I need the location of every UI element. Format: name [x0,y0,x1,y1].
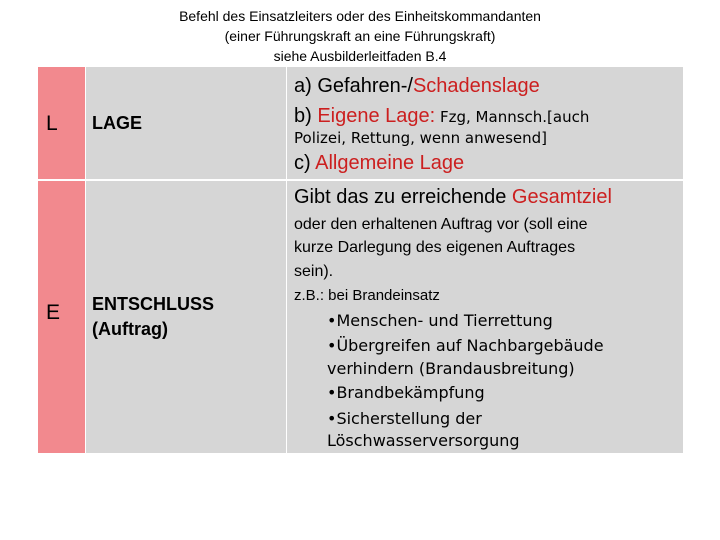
row-l-letter-cell [38,67,85,179]
bullet-item-continuation: Löschwasserversorgung [327,431,520,450]
row-e-letter-cell [38,181,85,453]
row-e-label-line-1: ENTSCHLUSS [92,294,215,314]
row-e-label-line-2: (Auftrag) [92,319,168,339]
lage-item-b: b) Eigene Lage: Fzg, Mannsch.[auch [294,105,590,127]
entschluss-desc-1: oder den erhaltenen Auftrag vor (soll eine [294,216,588,233]
bullet-item: •Brandbekämpfung [327,383,485,402]
header-line-1: Befehl des Einsatzleiters oder des Einheitskommandanten [179,8,541,24]
entschluss-desc-2: kurze Darlegung des eigenen Auftrages [294,239,576,256]
row-e-label-cell [86,181,286,453]
header-line-2: (einer Führungskraft an eine Führungskraft) [224,28,496,44]
row-e-content-cell [287,181,683,453]
lage-item-b-detail: Polizei, Rettung, wenn anwesend] [294,129,548,147]
entschluss-example: z.B.: bei Brandeinsatz [294,287,440,304]
row-l-label-cell [86,67,286,179]
row-l-label: LAGE [92,113,143,133]
bullet-item-continuation: verhindern (Brandausbreitung) [327,359,575,378]
lage-item-c: c) Allgemeine Lage [294,152,465,174]
row-e-letter: E [46,301,61,324]
row-l-letter: L [46,112,58,135]
header-line-3: siehe Ausbilderleitfaden B.4 [273,48,447,64]
slide-header [0,6,720,66]
bullet-item: •Übergreifen auf Nachbargebäude [327,336,604,355]
bullet-item: •Menschen- und Tierrettung [327,311,553,330]
entschluss-intro: Gibt das zu erreichende Gesamtziel [294,186,612,208]
entschluss-desc-3: sein). [294,263,334,280]
row-l-content-cell [287,67,683,179]
lage-item-a: a) Gefahren-/Schadenslage [294,75,540,97]
bullet-item: •Sicherstellung der [327,409,482,428]
